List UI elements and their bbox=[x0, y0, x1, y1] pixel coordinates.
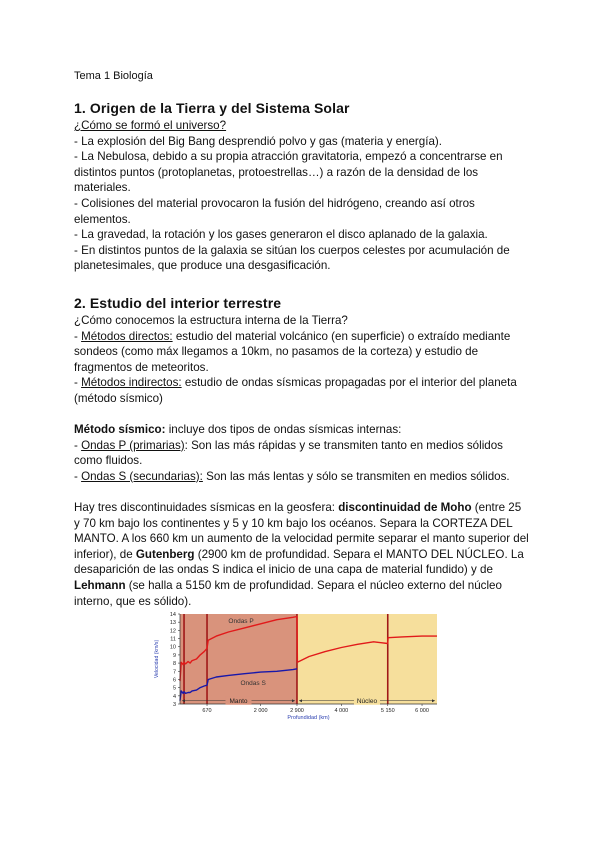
lehmann-term: Lehmann bbox=[74, 578, 126, 592]
section2-title: 2. Estudio del interior terrestre bbox=[74, 295, 282, 311]
gutenberg-term: Gutenberg bbox=[135, 547, 195, 561]
y-tick-label: 10 bbox=[169, 644, 176, 651]
x-tick-label: 6 000 bbox=[415, 708, 429, 714]
s-wave-label: Ondas S bbox=[240, 680, 266, 688]
section2-body bbox=[74, 313, 530, 407]
s-waves: - Ondas S (secundarias): Son las más lentas y sólo se transmiten en medios sólidos. bbox=[74, 469, 510, 483]
direct-methods: - Métodos directos: estudio del material volcánico (en superficie) o extraído mediante sondeos (como máx llegamos a 10km, no pasamos de la corteza) y estudio de fragmentos de meteoritos. bbox=[74, 329, 511, 374]
section2-question: ¿Cómo conocemos la estructura interna de la Tierra? bbox=[74, 314, 348, 327]
indirect-methods: - Métodos indirectos: estudio de ondas sísmicas propagadas por el interior del planeta (método sísmico) bbox=[74, 376, 517, 405]
section1-question: ¿Cómo se formó el universo? bbox=[74, 119, 227, 132]
x-tick-label: 5 150 bbox=[380, 708, 395, 714]
region-label-nucleo: Núcleo bbox=[356, 697, 378, 705]
region-nucleo bbox=[297, 614, 437, 704]
y-tick-label: 11 bbox=[170, 636, 176, 643]
s-waves-label: Ondas S (secundarias): bbox=[81, 469, 203, 483]
seismic-label: Método sísmico: bbox=[74, 423, 166, 436]
moho-term: discontinuidad de Moho bbox=[338, 501, 472, 514]
x-tick-label: 2 000 bbox=[253, 708, 268, 714]
section1-body bbox=[74, 118, 530, 274]
y-tick-label: 12 bbox=[169, 628, 176, 635]
y-tick-label: 7 bbox=[172, 669, 176, 676]
seismic-velocity-chart bbox=[150, 612, 440, 720]
topic-header: Tema 1 Biología bbox=[74, 70, 153, 82]
x-tick-label: 4 000 bbox=[334, 708, 349, 714]
y-tick-label: 13 bbox=[169, 620, 176, 627]
y-tick-label: 8 bbox=[172, 661, 176, 668]
seismic-method bbox=[74, 422, 530, 484]
section1-line: - Colisiones del material provocaron la fusión del hidrógeno, creando así otros elementos. bbox=[74, 196, 475, 226]
y-axis-title: Velocidad (km/s) bbox=[154, 639, 160, 679]
region-label-manto: Manto bbox=[229, 697, 248, 705]
y-tick-label: 3 bbox=[172, 702, 176, 708]
discontinuities-paragraph: Hay tres discontinuidades sísmicas en la geosfera: discontinuidad de Moho (entre 25 y 70 km bajo los continentes y 5 y 10 km bajo los océanos. Separa la CORTEZA DEL MANTO. A los 660 km un aumento de la velocidad permite separar el manto superior del inferior), de Gutenberg (2900 km de profundidad. Separa el MANTO DEL NÚCLEO. La desaparición de las ondas S indica el inicio de una capa de material fundido) y de Lehmann (se halla a 5150 km de profundidad. Separa el núcleo externo del núcleo interno, que es sólido). bbox=[74, 501, 529, 608]
y-tick-label: 4 bbox=[172, 693, 176, 700]
section1-line: - La Nebulosa, debido a su propia atracción gravitatoria, empezó a concentrarse en distintos puntos (protoplanetas, protoestrellas…) a razón de la densidad de los materiales. bbox=[74, 150, 503, 195]
x-tick-label: 2 900 bbox=[290, 708, 304, 714]
section1-line: - La gravedad, la rotación y los gases generaron el disco aplanado de la galaxia. bbox=[74, 228, 488, 242]
direct-methods-label: Métodos directos: bbox=[81, 329, 173, 343]
section1-line: - En distintos puntos de la galaxia se sitúan los cuerpos celestes por acumulación de planetesimales, que produce una desgasificación. bbox=[74, 243, 510, 273]
x-axis-title: Profundidad (km) bbox=[287, 715, 330, 720]
y-tick-label: 5 bbox=[172, 685, 176, 692]
y-tick-label: 14 bbox=[169, 612, 176, 618]
region-manto bbox=[180, 614, 297, 704]
seismic-intro: Método sísmico: incluye dos tipos de ondas sísmicas internas: bbox=[74, 423, 402, 436]
p-waves: - Ondas P (primarias): Son las más rápidas y se transmiten tanto en medios sólidos como fluidos. bbox=[74, 438, 503, 468]
indirect-methods-label: Métodos indirectos: bbox=[81, 376, 182, 390]
y-tick-label: 6 bbox=[172, 677, 176, 684]
p-waves-label: Ondas P (primarias) bbox=[81, 438, 185, 452]
p-wave-label: Ondas P bbox=[228, 618, 254, 625]
y-tick-label: 9 bbox=[172, 652, 176, 659]
x-tick-label: 670 bbox=[202, 708, 212, 714]
section1-title: 1. Origen de la Tierra y del Sistema Solar bbox=[74, 100, 350, 116]
section1-line: - La explosión del Big Bang desprendió polvo y gas (materia y energía). bbox=[74, 134, 442, 148]
